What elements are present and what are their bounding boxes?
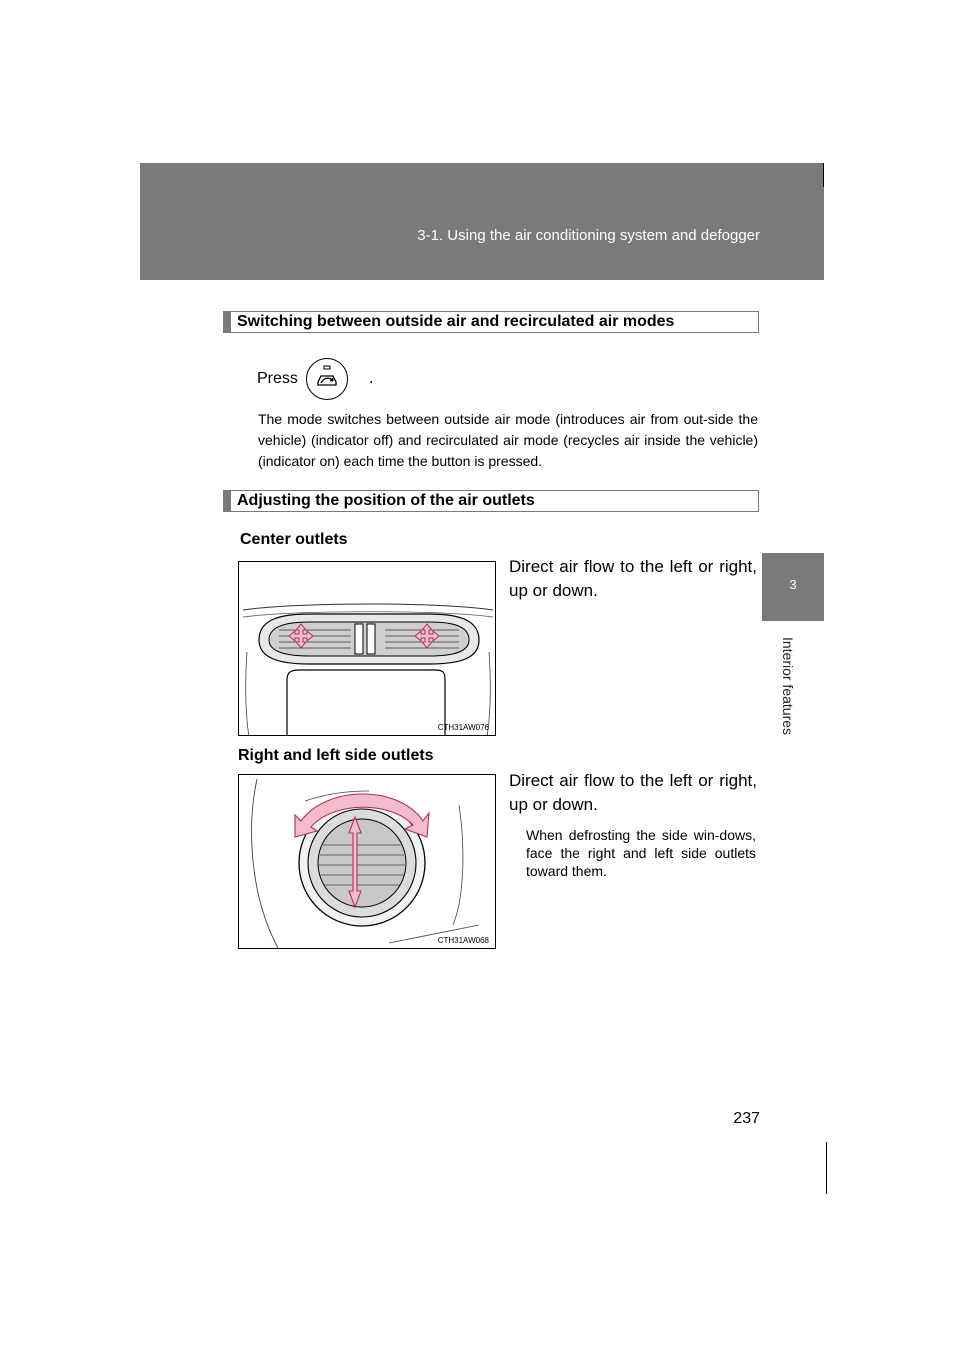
figure-code: CTH31AW076	[437, 723, 489, 732]
chapter-number: 3	[789, 577, 797, 592]
section-heading: Switching between outside air and recirculated air modes	[237, 313, 675, 330]
heading-marker	[224, 312, 231, 332]
chapter-title: Interior features	[780, 636, 796, 736]
section-heading: Adjusting the position of the air outlets	[237, 492, 535, 509]
header-band	[140, 163, 824, 280]
defrost-note: When defrosting the side win-dows, face the right and left side outlets toward them.	[526, 827, 756, 879]
press-label: Press	[257, 370, 298, 387]
chapter-title-vertical	[752, 621, 824, 751]
center-outlets-figure	[238, 561, 496, 736]
chapter-tab	[762, 553, 824, 621]
crop-mark	[826, 1142, 827, 1194]
figure-code: CTH31AW068	[437, 936, 489, 945]
section-heading-bar	[223, 311, 759, 333]
section-header-title: 3-1. Using the air conditioning system and defogger	[417, 227, 760, 244]
side-outlets-text: Direct air flow to the left or right, up or down.	[509, 771, 757, 814]
recirculated-air-icon	[306, 358, 348, 400]
mode-description: The mode switches between outside air mode (introduces air from out-side the vehicle) (indicator off) and recirculated air mode (recycles air inside the vehicle) (indicator on) each time the button is pressed.	[258, 411, 758, 469]
heading-marker	[224, 491, 231, 511]
section-heading-bar	[223, 490, 759, 512]
side-outlets-heading: Right and left side outlets	[238, 747, 434, 764]
page-number: 237	[733, 1110, 760, 1127]
crop-mark	[823, 163, 824, 187]
side-outlets-figure	[238, 774, 496, 949]
center-outlets-heading: Center outlets	[240, 531, 348, 548]
center-outlets-text: Direct air flow to the left or right, up or down.	[509, 557, 757, 600]
press-suffix: .	[369, 370, 374, 387]
